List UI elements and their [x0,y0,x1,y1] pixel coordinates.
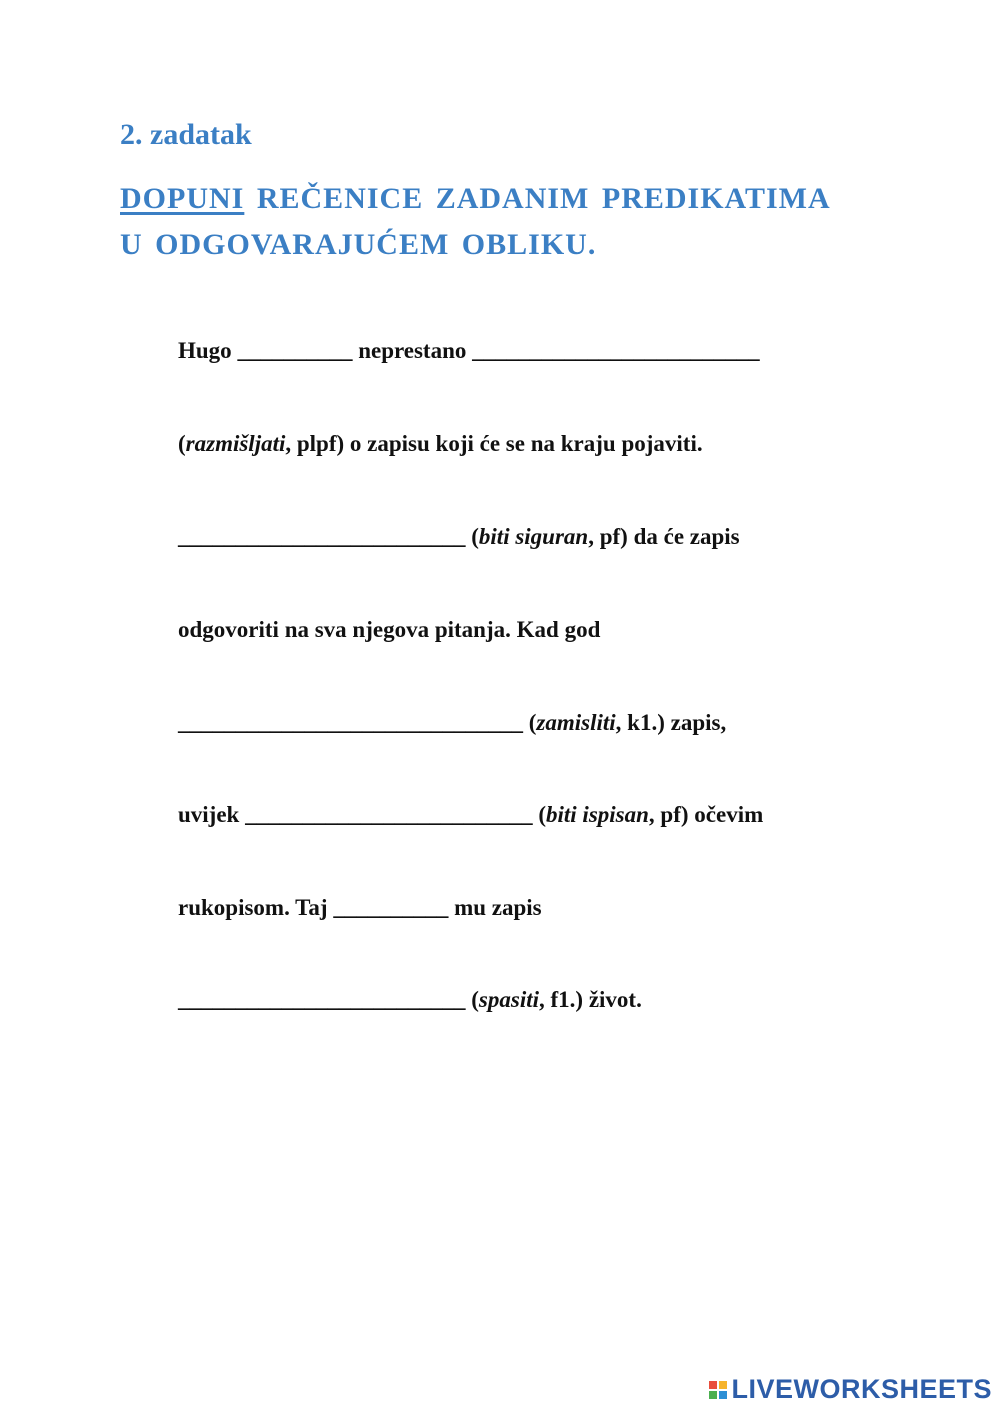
verb-hint: spasiti [478,987,539,1012]
text-fragment: mu zapis [448,895,542,920]
exercise-line-8 [178,987,642,1013]
exercise-line-7 [178,895,542,921]
exercise-line-2 [178,431,703,457]
text-fragment: , f1.) život. [539,987,642,1012]
text-fragment: , plpf) o zapisu koji će se na kraju pojaviti. [285,431,703,456]
answer-blank-6[interactable]: __________ [333,895,449,920]
liveworksheets-logo-icon [709,1381,727,1399]
verb-hint: biti siguran [478,524,589,549]
text-fragment: rukopisom. Taj [178,895,334,920]
exercise-line-1 [178,338,760,364]
text-fragment: ( [523,710,537,735]
liveworksheets-watermark [709,1374,992,1405]
instruction-heading [120,176,900,268]
text-fragment: ( [532,802,547,827]
text-fragment: ( [178,431,186,456]
text-fragment: , pf) da će zapis [588,524,740,549]
answer-blank-5[interactable]: _________________________ [245,802,533,827]
exercise-line-3 [178,524,740,550]
text-fragment: uvijek [178,802,246,827]
text-fragment: odgovoriti na sva njegova pitanja. Kad god [178,617,601,642]
answer-blank-1[interactable]: __________ [237,338,353,363]
task-number: 2. zadatak [120,118,252,151]
verb-hint: zamisliti [536,710,616,735]
text-fragment: , k1.) zapis, [615,710,727,735]
verb-hint: razmišljati [185,431,286,456]
answer-blank-7[interactable]: _________________________ [178,987,466,1012]
exercise-line-4 [178,617,600,643]
watermark-text: LIVEWORKSHEETS [731,1374,992,1404]
instruction-line2: U ODGOVARAJUĆEM OBLIKU. [120,228,597,261]
verb-hint: biti ispisan [546,802,649,827]
instruction-line1-rest: REČENICE ZADANIM PREDIKATIMA [244,182,831,215]
text-fragment: ( [465,987,479,1012]
answer-blank-3[interactable]: _________________________ [178,524,466,549]
instruction-keyword: DOPUNI [120,182,245,215]
text-fragment: ( [465,524,479,549]
answer-blank-4[interactable]: ______________________________ [178,710,523,735]
exercise-line-6 [178,802,763,828]
text-fragment: Hugo [178,338,238,363]
answer-blank-2[interactable]: _________________________ [472,338,760,363]
text-fragment: neprestano [352,338,473,363]
text-fragment: , pf) očevim [648,802,764,827]
exercise-line-5 [178,710,726,736]
